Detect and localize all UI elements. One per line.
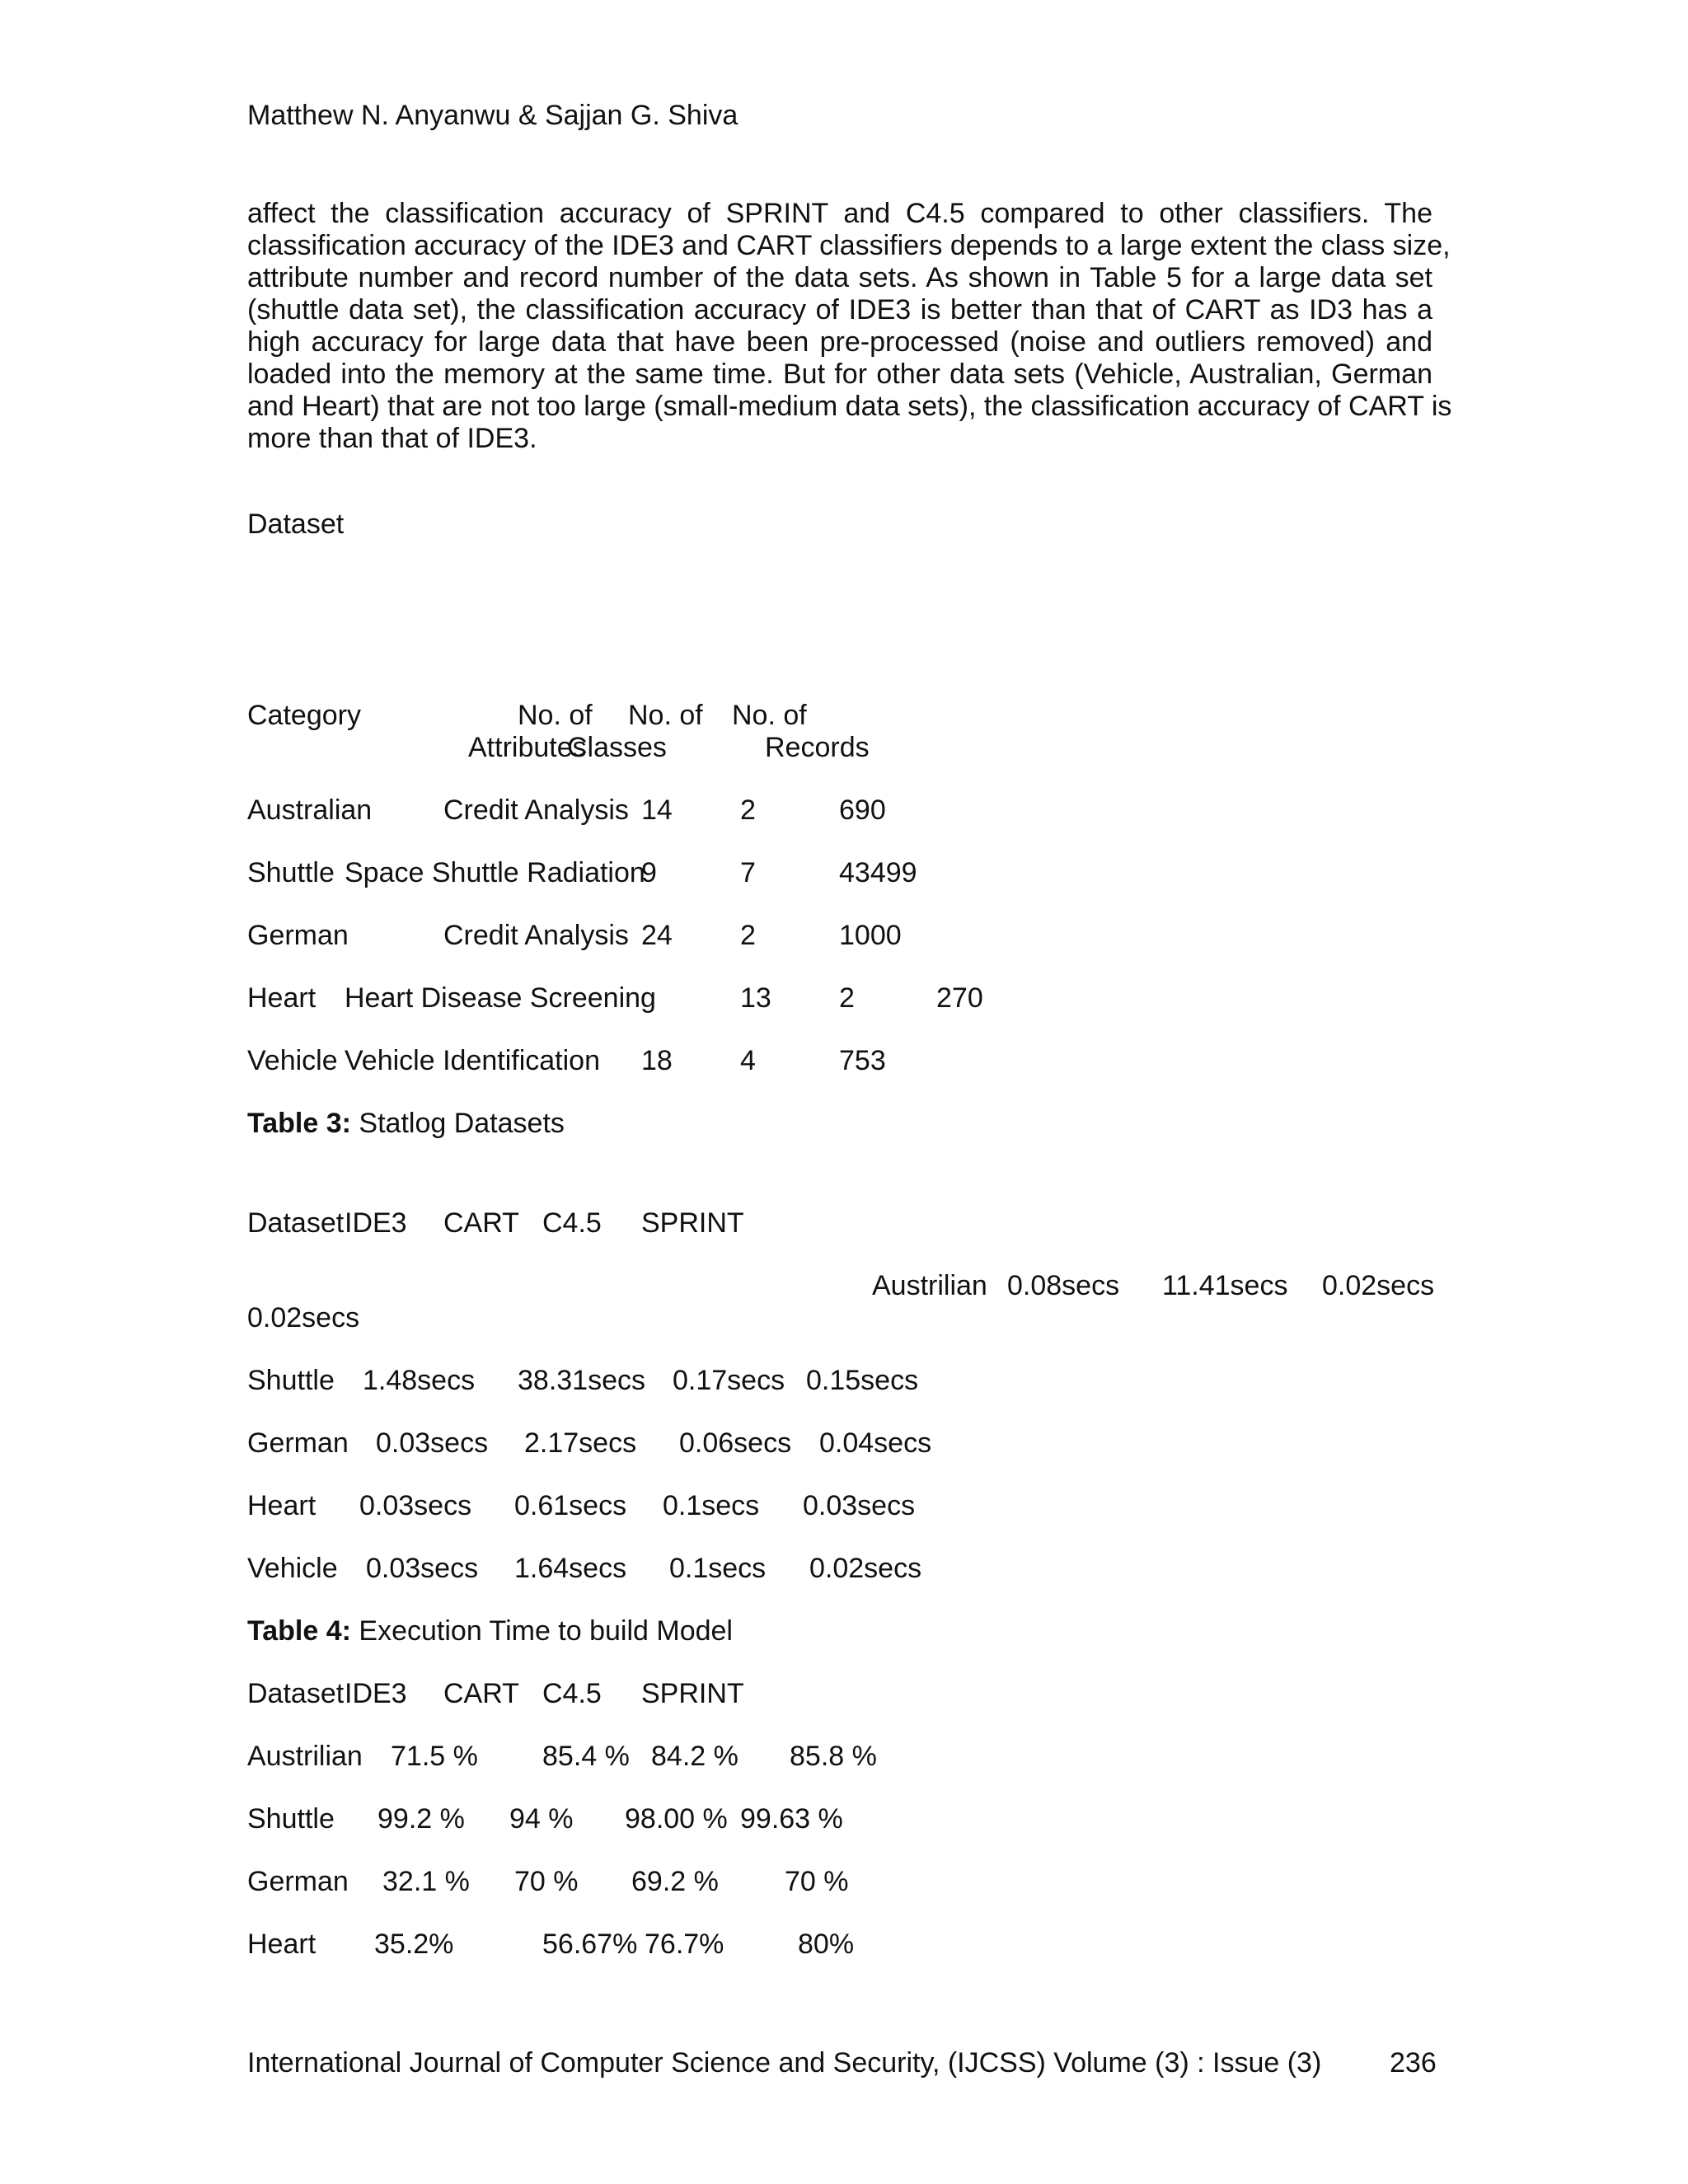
caption-text: Statlog Datasets: [350, 1108, 565, 1139]
table-cell: 1.48secs: [363, 1365, 476, 1396]
table-cell: 0.02secs: [809, 1553, 922, 1584]
table-cell: 2: [740, 794, 756, 826]
table3-header-classes: Classes: [567, 732, 667, 763]
running-header: Matthew N. Anyanwu & Sajjan G. Shiva: [247, 100, 738, 131]
table-cell: 0.02secs: [247, 1302, 360, 1333]
table3-caption: [247, 1107, 565, 1140]
paragraph-line: more than that of IDE3.: [247, 423, 537, 454]
paragraph-line: loaded into the memory at the same time. But for other data sets (Vehicle, Australian, German: [247, 359, 1432, 390]
caption-label: Table 4:: [247, 1615, 351, 1647]
table-cell: 70 %: [785, 1866, 849, 1897]
table-cell: 69.2 %: [631, 1866, 719, 1897]
table-cell: 80%: [798, 1929, 855, 1960]
table-cell: 35.2%: [374, 1929, 454, 1960]
table-cell: 99.63 %: [740, 1803, 843, 1835]
table-cell: 71.5 %: [391, 1741, 478, 1772]
table-cell: 70 %: [514, 1866, 579, 1897]
table-cell: Heart: [247, 982, 316, 1014]
table3-header-no-of: No. of: [732, 700, 807, 731]
table-cell: 753: [839, 1045, 886, 1076]
table-cell: 270: [936, 982, 983, 1014]
paragraph-line: attribute number and record number of the data sets. As shown in Table 5 for a large data set: [247, 262, 1432, 293]
table-cell: 98.00 %: [625, 1803, 728, 1835]
paragraph-line: high accuracy for large data that have been pre-processed (noise and outliers removed) and: [247, 326, 1432, 358]
table-cell: 0.08secs: [1007, 1270, 1120, 1301]
table-cell: 85.8 %: [790, 1741, 877, 1772]
table3-header-no-of: No. of: [628, 700, 703, 731]
table-header-cell: IDE3: [345, 1207, 407, 1239]
table-header-cell: Dataset: [247, 1678, 345, 1709]
table-cell: 0.1secs: [669, 1553, 767, 1584]
table-cell: Credit Analysis: [443, 920, 629, 951]
table-cell: 18: [641, 1045, 673, 1076]
table-cell: 0.03secs: [376, 1427, 489, 1459]
table-cell: 2: [740, 920, 756, 951]
table-cell: Heart: [247, 1490, 316, 1521]
table-cell: 13: [740, 982, 771, 1014]
table-cell: 1.64secs: [514, 1553, 627, 1584]
table-header-cell: C4.5: [542, 1207, 602, 1239]
page-number: 236: [1390, 2047, 1437, 2079]
paragraph-line: (shuttle data set), the classification accuracy of IDE3 is better than that of CART as ID3 has a: [247, 294, 1432, 326]
table-cell: 0.17secs: [673, 1365, 785, 1396]
table-cell: 2.17secs: [524, 1427, 637, 1459]
table-cell: Shuttle: [247, 1803, 335, 1835]
table-cell: 0.03secs: [366, 1553, 479, 1584]
table-cell: Space Shuttle Radiation: [345, 857, 645, 888]
paragraph-line: classification accuracy of the IDE3 and CART classifiers depends to a large extent the class size,: [247, 230, 1451, 261]
table-cell: Vehicle: [247, 1553, 338, 1584]
table-header-cell: IDE3: [345, 1678, 407, 1709]
table4-caption: [247, 1615, 733, 1647]
caption-text: Execution Time to build Model: [350, 1615, 733, 1647]
table-header-cell: Dataset: [247, 1207, 345, 1239]
table-cell: 0.15secs: [806, 1365, 919, 1396]
table-cell: 11.41secs: [1162, 1270, 1288, 1301]
table-cell: German: [247, 1866, 349, 1897]
table-cell: 0.04secs: [819, 1427, 932, 1459]
table-cell: Austrilian: [872, 1270, 987, 1301]
caption-label: Table 3:: [247, 1108, 351, 1139]
table-header-cell: CART: [443, 1207, 519, 1239]
table-cell: Shuttle: [247, 1365, 335, 1396]
paragraph-line: affect the classification accuracy of SPRINT and C4.5 compared to other classifiers. The: [247, 198, 1432, 229]
body-paragraph: [247, 198, 1452, 455]
table-cell: 690: [839, 794, 886, 826]
table-cell: Austrilian: [247, 1741, 363, 1772]
table-cell: Vehicle Identification: [345, 1045, 600, 1076]
footer-journal: International Journal of Computer Science and Security, (IJCSS) Volume (3) : Issue (3): [247, 2047, 1322, 2079]
table-cell: 1000: [839, 920, 902, 951]
table-cell: 56.67%: [542, 1929, 638, 1960]
table-cell: German: [247, 920, 349, 951]
table-cell: Australian: [247, 794, 373, 826]
table-cell: German: [247, 1427, 349, 1459]
table-header-cell: CART: [443, 1678, 519, 1709]
table3-header-no-of: No. of: [518, 700, 593, 731]
table-cell: 43499: [839, 857, 917, 888]
table-cell: 84.2 %: [651, 1741, 738, 1772]
table3-header-records: Records: [765, 732, 870, 763]
table-cell: 7: [740, 857, 756, 888]
table-cell: 76.7%: [645, 1929, 724, 1960]
table-header-cell: C4.5: [542, 1678, 602, 1709]
table-cell: 0.03secs: [803, 1490, 916, 1521]
table-cell: 85.4 %: [542, 1741, 630, 1772]
table-cell: Heart: [247, 1929, 316, 1960]
table-cell: 14: [641, 794, 673, 826]
table-cell: Credit Analysis: [443, 794, 629, 826]
table-cell: 99.2 %: [377, 1803, 465, 1835]
table-cell: 9: [641, 857, 657, 888]
table3-dataset-heading: Dataset: [247, 509, 345, 540]
paragraph-line: and Heart) that are not too large (small-medium data sets), the classification accuracy of CART is: [247, 391, 1452, 422]
table3-header-attributes: Attributes: [468, 732, 587, 763]
table-cell: 32.1 %: [382, 1866, 470, 1897]
table-header-cell: SPRINT: [641, 1678, 744, 1709]
table-cell: Vehicle: [247, 1045, 338, 1076]
table-header-cell: SPRINT: [641, 1207, 744, 1239]
table-cell: 2: [839, 982, 855, 1014]
table-cell: 0.61secs: [514, 1490, 627, 1521]
table3-header-category: Category: [247, 700, 361, 731]
table-cell: 0.1secs: [663, 1490, 760, 1521]
table-cell: 38.31secs: [518, 1365, 645, 1396]
table-cell: Heart Disease Screening: [345, 982, 656, 1014]
table-cell: 0.03secs: [359, 1490, 472, 1521]
table-cell: Shuttle: [247, 857, 335, 888]
table-cell: 4: [740, 1045, 756, 1076]
table-cell: 0.06secs: [679, 1427, 792, 1459]
table-cell: 94 %: [509, 1803, 574, 1835]
table-cell: 0.02secs: [1322, 1270, 1435, 1301]
table-cell: 24: [641, 920, 673, 951]
